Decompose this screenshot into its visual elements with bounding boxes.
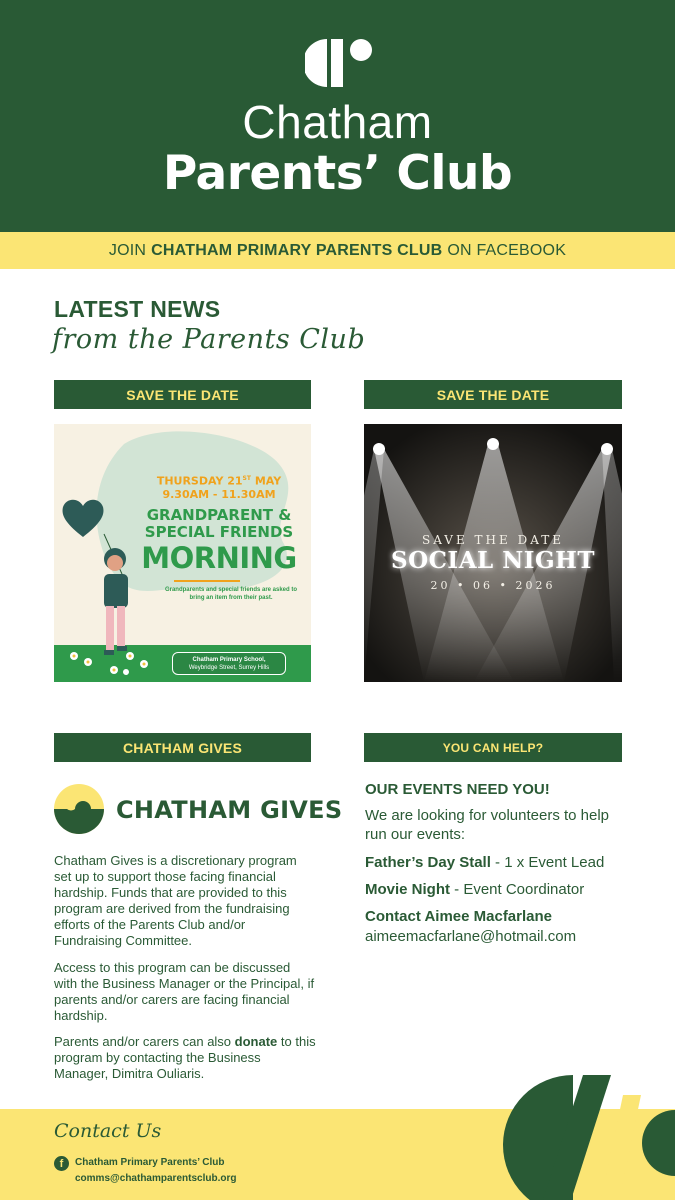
social-night-poster[interactable] (364, 424, 622, 682)
contact-name: Contact Aimee Macfarlane (365, 908, 553, 925)
banner-prefix: JOIN (108, 241, 147, 259)
chatham-gives-name: CHATHAM GIVES (116, 796, 343, 824)
p3-start: Parents and/or carers can also (54, 1034, 232, 1049)
poster-time: 9.30AM - 11.30AM (162, 487, 276, 501)
venue-line2: Weybridge Street, Surrey Hills (188, 665, 270, 671)
chatham-gives-logo-icon (53, 784, 105, 834)
grandparent-morning-poster[interactable] (54, 424, 311, 682)
header (0, 0, 675, 232)
brand-name-line2: Parents’ Club (162, 146, 513, 201)
contact-us-title: Contact Us (54, 1120, 162, 1142)
role2-title: Movie Night (365, 881, 450, 898)
footer-facebook-link[interactable]: Chatham Primary Parents’ Club (75, 1157, 225, 1168)
venue-line1: Chatham Primary School, (192, 657, 266, 663)
help-heading: OUR EVENTS NEED YOU! (365, 781, 550, 798)
role1-title: Father’s Day Stall (365, 854, 491, 871)
date-month: MAY (254, 474, 282, 488)
headline-1: GRANDPARENT & (146, 506, 292, 524)
social-headline: SOCIAL NIGHT (390, 547, 595, 574)
poster-headline-morning: MORNING (141, 541, 297, 575)
gives-paragraph-1: Chatham Gives is a discretionary program set up to support those facing financial hardship. Funds that are provided to this program are derived from the fundraising efforts of the Parents Club and/or Fundraising Committee. (54, 853, 297, 948)
role2-detail: - Event Coordinator (450, 881, 585, 898)
facebook-join-banner[interactable] (0, 232, 675, 269)
parents-club-logo-icon (305, 39, 375, 87)
role1-detail: - 1 x Event Lead (490, 854, 605, 871)
date-sup: ST (242, 475, 251, 482)
poster-date (144, 472, 294, 501)
flowers-icon (64, 648, 164, 678)
chatham-gives-bar: CHATHAM GIVES (54, 733, 311, 762)
social-kicker: SAVE THE DATE (422, 533, 564, 547)
social-date: 20 • 06 • 2026 (430, 579, 556, 592)
p3-end: to this program by contacting the Business Manager, Dimitra Ouliaris. (54, 1034, 316, 1081)
role-movie-night (365, 880, 635, 899)
gives-paragraph-3 (54, 1034, 316, 1082)
heart-balloon-icon (61, 497, 105, 539)
help-intro: We are looking for volunteers to help run our events: (365, 807, 610, 843)
card2-bar: SAVE THE DATE (364, 380, 622, 409)
corner-logo-decoration-icon (495, 1075, 675, 1200)
donate-text: donate (234, 1034, 278, 1049)
headline-2: SPECIAL FRIENDS (144, 523, 294, 541)
card1-bar: SAVE THE DATE (54, 380, 311, 409)
poster-note: Grandparents and special friends are asked to bring an item from their past. (164, 587, 298, 601)
poster-venue (172, 652, 286, 675)
date-text: THURSDAY 21 (156, 474, 243, 488)
facebook-icon: f (54, 1156, 69, 1171)
gives-paragraph-2: Access to this program can be discussed with the Business Manager or the Principal, if parents and/or carers are facing financial hardship. (54, 960, 315, 1023)
footer-email-link[interactable]: comms@chathamparentsclub.org (75, 1173, 237, 1184)
brand-name-line1: Chatham (242, 96, 433, 148)
banner-suffix: ON FACEBOOK (447, 241, 567, 259)
poster-divider (174, 580, 240, 582)
role-fathers-day (365, 853, 635, 872)
banner-bold: CHATHAM PRIMARY PARENTS CLUB (151, 241, 443, 259)
help-email[interactable]: aimeemacfarlane@hotmail.com (365, 928, 577, 945)
poster-headline (124, 507, 311, 541)
help-contact (365, 907, 635, 926)
you-can-help-bar: YOU CAN HELP? (364, 733, 622, 762)
news-subtitle: from the Parents Club (52, 324, 366, 355)
news-title: LATEST NEWS (54, 296, 221, 322)
